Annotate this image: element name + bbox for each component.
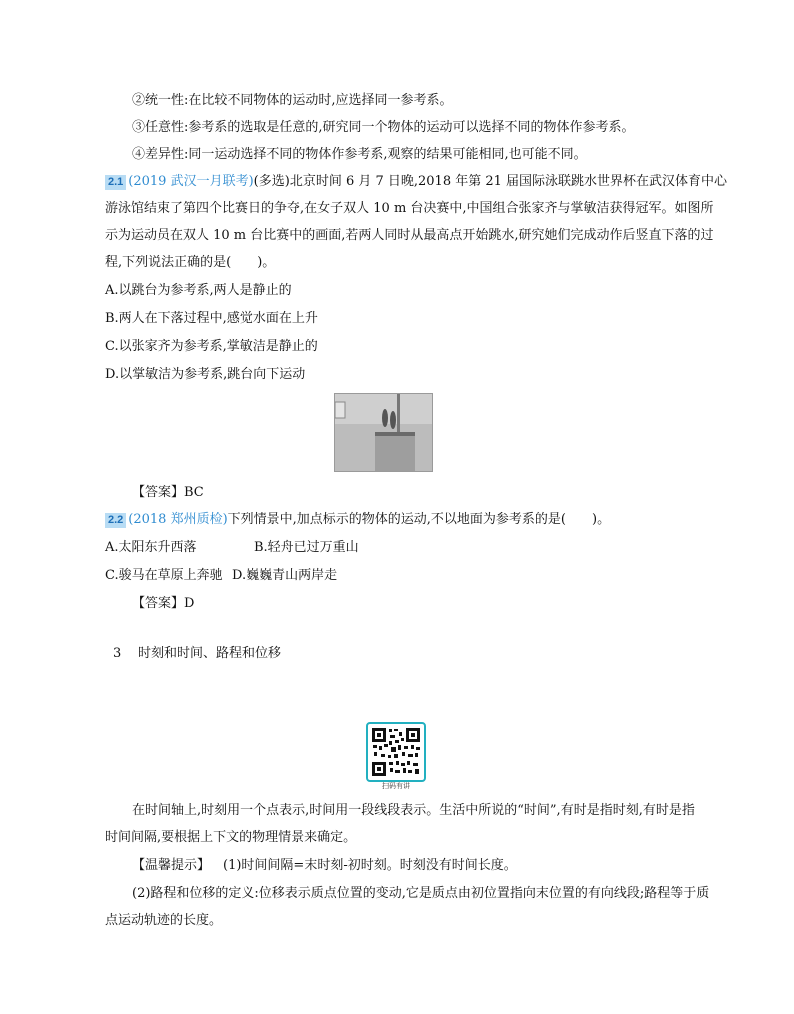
section-title: 时刻和时间、路程和位移 (138, 646, 282, 661)
tip-line-1: 【温馨提示】 (1)时间间隔=末时刻-初时刻。时刻没有时间长度。 (132, 858, 517, 873)
option-b: B.两人在下落过程中,感觉水面在上升 (105, 311, 318, 326)
option-b: B.轻舟已过万重山 (254, 540, 359, 555)
question-source: (2019 武汉一月联考) (128, 174, 254, 189)
property-difference: ④差异性:同一运动选择不同的物体作参考系,观察的结果可能相同,也可能不同。 (132, 147, 587, 162)
option-d: D.巍巍青山两岸走 (232, 568, 338, 583)
question-number-badge: 2.1 (105, 175, 126, 190)
body-paragraph-2-line-1: (2)路程和位移的定义:位移表示质点位置的变动,它是质点由初位置指向末位置的有向线段;路程等于质 (132, 886, 710, 901)
qr-code[interactable] (366, 722, 426, 790)
tip-label: 【温馨提示】 (132, 858, 211, 873)
question-2-1-stem-line-1: 2.1 (2019 武汉一月联考)(多选)北京时间 6 月 7 日晚,2018 年第 21 届国际泳联跳水世界杯在武汉体育中心 (105, 173, 727, 191)
answer-2-2: 【答案】D (132, 596, 195, 611)
question-2-1-stem-line-4: 程,下列说法正确的是( )。 (105, 255, 276, 270)
answer-2-1: 【答案】BC (132, 485, 204, 500)
qr-code-icon (368, 724, 424, 780)
property-unity: ②统一性:在比较不同物体的运动时,应选择同一参考系。 (132, 93, 453, 108)
question-2-1-stem-line-2: 游泳馆结束了第四个比赛日的争夺,在女子双人 10 m 台决赛中,中国组合张家齐与掌敏洁获得冠军。如图所 (105, 201, 714, 216)
property-arbitrariness: ③任意性:参考系的选取是任意的,研究同一个物体的运动可以选择不同的物体作参考系。 (132, 120, 635, 135)
question-2-2-stem: 2.2 (2018 郑州质检)下列情景中,加点标示的物体的运动,不以地面为参考系的是( )。 (105, 511, 610, 529)
body-paragraph-1-line-1: 在时间轴上,时刻用一个点表示,时间用一段线段表示。生活中所说的“时间”,有时是指时刻,有时是指 (132, 803, 695, 818)
qr-code-label: 扫码有讲 (382, 782, 410, 790)
option-a: A.以跳台为参考系,两人是静止的 (105, 283, 292, 298)
question-2-1-stem-line-3: 示为运动员在双人 10 m 台比赛中的画面,若两人同时从最高点开始跳水,研究她们完成动作后竖直下落的过 (105, 228, 714, 243)
body-paragraph-1-line-2: 时间间隔,要根据上下文的物理情景来确定。 (105, 830, 357, 845)
option-d: D.以掌敏洁为参考系,跳台向下运动 (105, 367, 306, 382)
option-a: A.太阳东升西落 (105, 540, 197, 555)
qr-code-frame (366, 722, 426, 782)
body-paragraph-2-line-2: 点运动轨迹的长度。 (105, 913, 223, 928)
diving-photo (334, 393, 433, 472)
option-c: C.骏马在草原上奔驰 (105, 568, 223, 583)
question-source: (2018 郑州质检) (128, 512, 228, 527)
question-number-badge: 2.2 (105, 513, 126, 528)
option-c: C.以张家齐为参考系,掌敏洁是静止的 (105, 339, 318, 354)
section-number: 3 (113, 646, 122, 661)
